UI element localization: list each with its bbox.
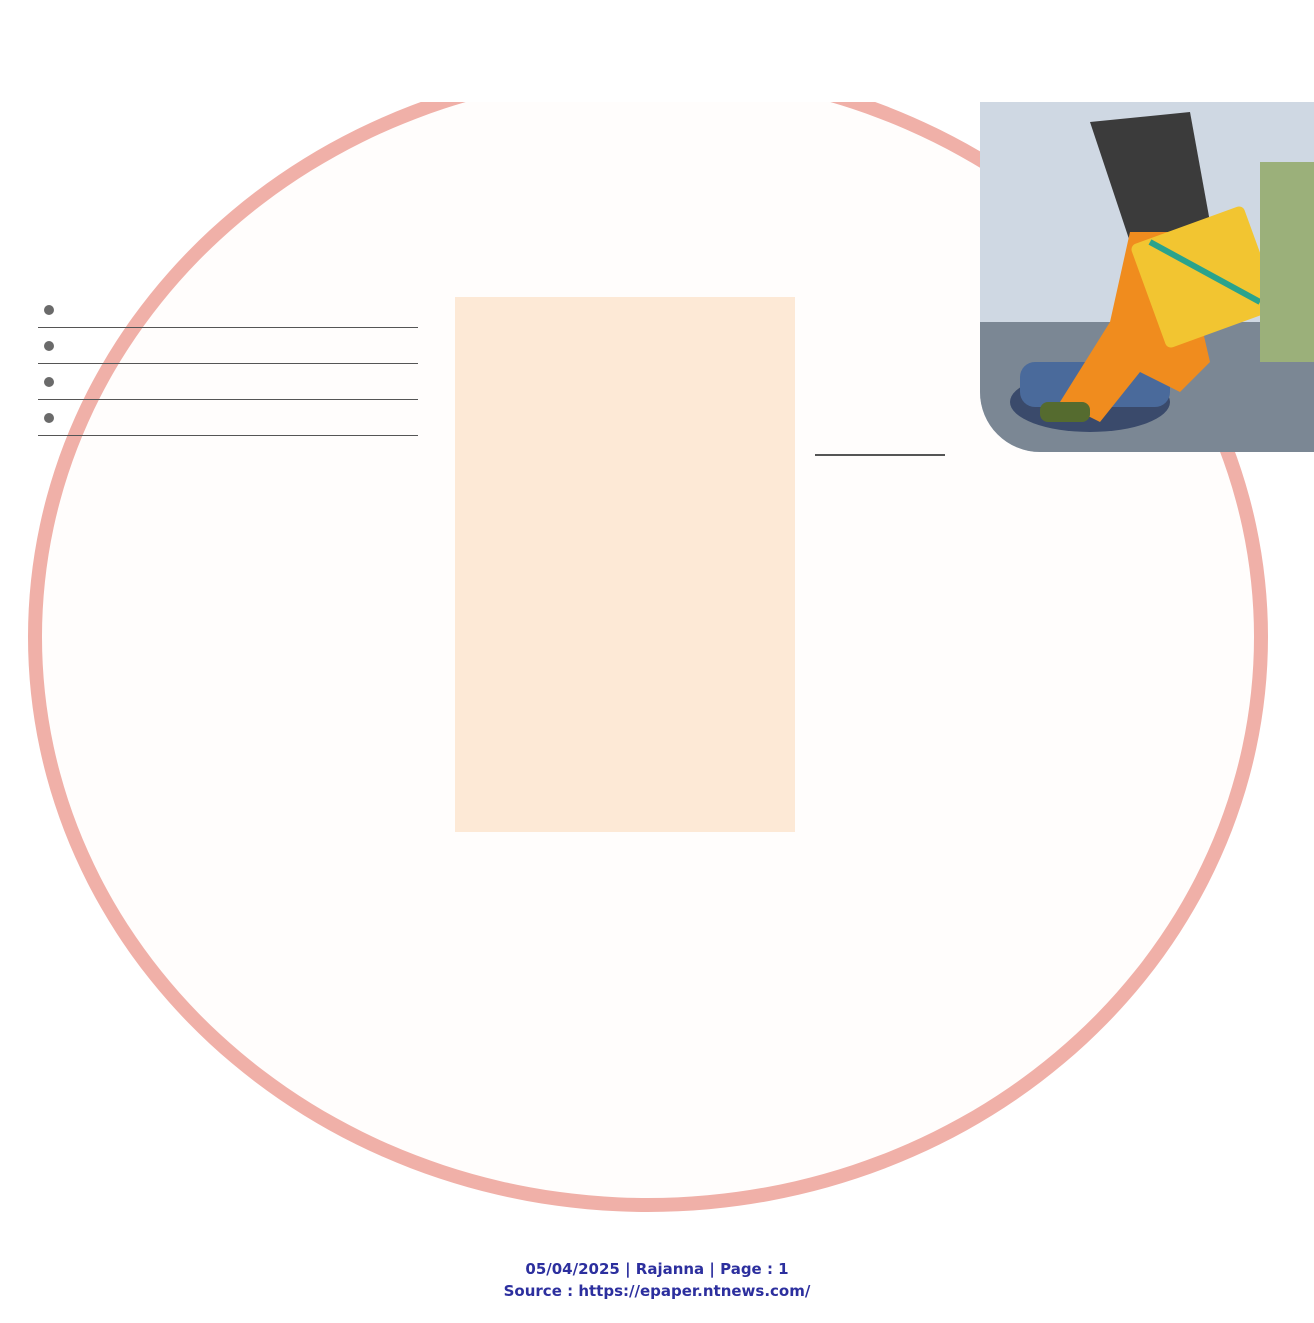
source-link[interactable]: Source : https://epaper.ntnews.com/ (503, 1282, 811, 1300)
masthead (0, 0, 1314, 95)
bullet-item (38, 364, 418, 400)
bullet-item (38, 400, 418, 436)
article-photo (980, 102, 1314, 452)
highlight-text (475, 315, 775, 814)
bullet-item (38, 328, 418, 364)
adjacent-article-left (0, 907, 265, 1252)
subheading (815, 452, 945, 456)
highlight-box (455, 297, 795, 832)
article (0, 102, 1314, 1252)
bullet-dot-icon (44, 377, 54, 387)
subheading-rule (815, 454, 945, 456)
adjacent-article-right (1055, 1017, 1314, 1252)
page-footer (0, 1258, 1314, 1302)
body-column-3 (815, 297, 1005, 437)
bullet-dot-icon (44, 341, 54, 351)
bullet-dot-icon (44, 413, 54, 423)
edition-info: 05/04/2025 | Rajanna | Page : 1 (525, 1260, 789, 1278)
body-column-1 (55, 457, 435, 857)
smuggler-illustration (980, 102, 1314, 452)
summary-bullets (38, 292, 418, 436)
body-column-3-continued (815, 522, 1255, 852)
bullet-dot-icon (44, 305, 54, 315)
bullet-item (38, 292, 418, 328)
